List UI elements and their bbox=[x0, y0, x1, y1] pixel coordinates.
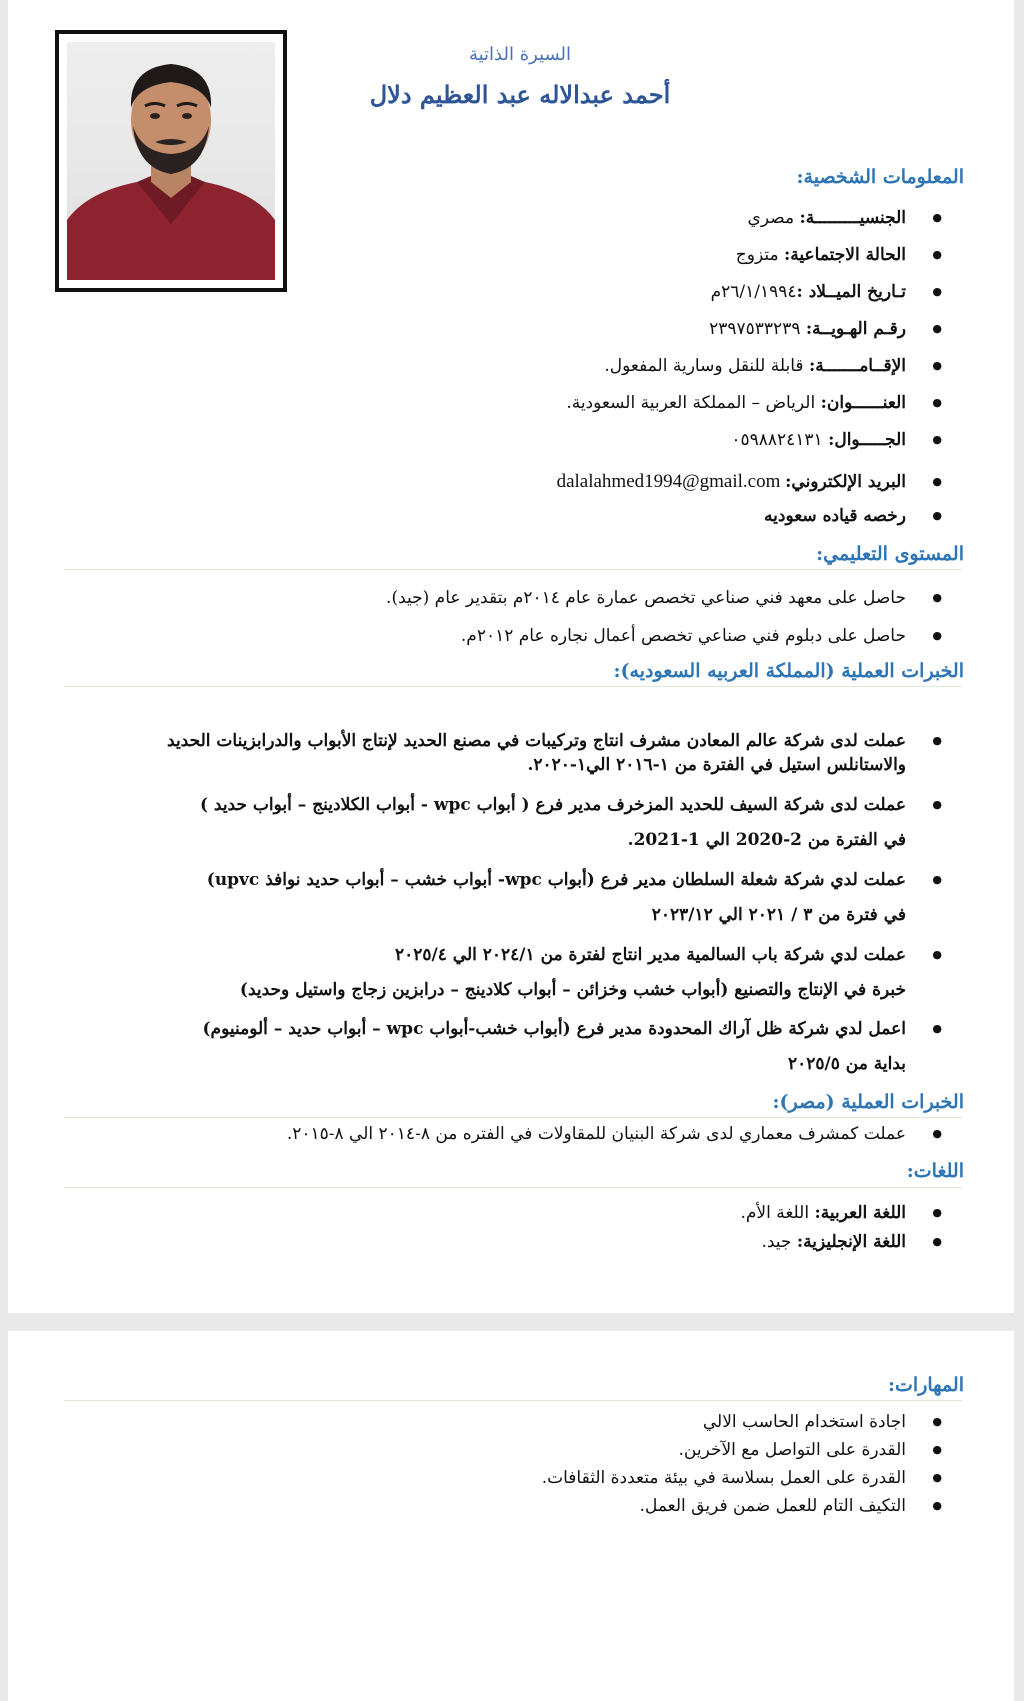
experience-sa-item-period: في الفترة من 2-2020 الي 1-2021. bbox=[627, 830, 906, 850]
education-item: ● حاصل على معهد فني صناعي تخصص عمارة عام ٢٠١٤م بتقدير عام (جيد). bbox=[386, 586, 906, 610]
profile-photo bbox=[67, 42, 275, 280]
profile-photo-frame bbox=[55, 30, 287, 292]
experience-sa-item: ● عملت لدى شركة السيف للحديد المزخرف مدير فرع ( أبواب wpc - أبواب الكلادينج – أبواب حديد ) bbox=[200, 793, 906, 817]
skills-heading: المهارات: bbox=[888, 1374, 964, 1396]
skill-item: ● القدرة على العمل بسلاسة في بيئة متعددة الثقافات. bbox=[542, 1466, 906, 1490]
personal-item-mobile: ● الجـــــوال: ٠٥٩٨٨٢٤١٣١ bbox=[731, 428, 906, 452]
personal-item-residency: ● الإقــامـــــــة: قابلة للنقل وسارية المفعول. bbox=[604, 354, 906, 378]
cv-page-2 bbox=[8, 1331, 1014, 1701]
skill-item: ● القدرة على التواصل مع الآخرين. bbox=[679, 1438, 906, 1462]
personal-item-email: ● البريد الإلكتروني: dalalahmed1994@gmail.com bbox=[557, 470, 906, 494]
experience-sa-item: ● عملت لدي شركة باب السالمية مدير انتاج لفترة من ٢٠٢٤/١ الي ٢٠٢٥/٤ bbox=[395, 943, 906, 967]
experience-sa-item: ● اعمل لدي شركة ظل آراك المحدودة مدير فرع (أبواب خشب-أبواب wpc – أبواب حديد – ألومنيوم) bbox=[203, 1017, 907, 1041]
document-title: السيرة الذاتية bbox=[468, 44, 572, 65]
email-link[interactable]: dalalahmed1994@gmail.com bbox=[556, 471, 786, 492]
personal-item-license: ● رخصه قياده سعوديه bbox=[764, 504, 906, 528]
section-divider bbox=[64, 1117, 962, 1118]
skill-item: ● التكيف التام للعمل ضمن فريق العمل. bbox=[640, 1494, 906, 1518]
experience-sa-item-period: بداية من ٢٠٢٥/٥ bbox=[788, 1054, 906, 1074]
personal-item-marital-status: ● الحالة الاجتماعية: متزوج bbox=[736, 243, 906, 267]
section-divider bbox=[64, 686, 962, 687]
experience-sa-item-detail: خبرة في الإنتاج والتصنيع (أبواب خشب وخزائن – أبواب كلادينج – درابزين زجاج واستيل وحديد) bbox=[239, 980, 906, 1000]
personal-item-nationality: ● الجنسيـــــــــة: مصري bbox=[748, 206, 906, 230]
skill-item: ● اجادة استخدام الحاسب الالي bbox=[703, 1410, 906, 1434]
person-portrait-icon bbox=[67, 42, 275, 280]
experience-eg-item: ● عملت كمشرف معماري لدى شركة البنيان للمقاولات في الفتره من ٨-٢٠١٤ الي ٨-٢٠١٥. bbox=[287, 1122, 906, 1146]
language-item-arabic: ● اللغة العربية: اللغة الأم. bbox=[740, 1201, 906, 1225]
personal-item-address: ● العنــــــوان: الرياض – المملكة العربية السعودية. bbox=[566, 391, 906, 415]
section-divider bbox=[64, 1400, 962, 1401]
section-divider bbox=[64, 1187, 962, 1188]
personal-info-heading: المعلومات الشخصية: bbox=[796, 166, 964, 188]
applicant-name: أحمد عبدالاله عبد العظيم دلال bbox=[369, 80, 671, 109]
section-divider bbox=[64, 569, 962, 570]
experience-sa-item: ● عملت لدي شركة شعلة السلطان مدير فرع (أبواب wpc- أبواب خشب – أبواب حديد نوافذ upvc) bbox=[207, 868, 906, 892]
languages-heading: اللغات: bbox=[906, 1160, 964, 1182]
education-item: ● حاصل على دبلوم فني صناعي تخصص أعمال نجاره عام ٢٠١٢م. bbox=[461, 624, 906, 648]
experience-eg-heading: الخبرات العملية (مصر): bbox=[772, 1091, 964, 1113]
experience-sa-item-period: في فترة من ٣ / ٢٠٢١ الي ٢٠٢٣/١٢ bbox=[651, 905, 906, 925]
education-heading: المستوى التعليمي: bbox=[816, 543, 964, 565]
cv-page-1 bbox=[8, 0, 1014, 1313]
experience-sa-heading: الخبرات العملية (المملكة العربيه السعوديه): bbox=[613, 660, 964, 682]
experience-sa-item: ● عملت لدى شركة عالم المعادن مشرف انتاج وتركيبات في مصنع الحديد لإنتاج الأبواب والدرابزينات الحديد والاستانلس استيل في الفترة من ١-٢٠١٦ الي١-٢٠٢٠. bbox=[116, 729, 906, 777]
personal-item-birthdate: ● تـاريخ الميــلاد :٢٦/١/١٩٩٤م bbox=[711, 280, 906, 304]
personal-item-id-number: ● رقـم الهـويــة: ٢٣٩٧٥٣٣٢٣٩ bbox=[709, 317, 906, 341]
language-item-english: ● اللغة الإنجليزية: جيد. bbox=[761, 1230, 906, 1254]
